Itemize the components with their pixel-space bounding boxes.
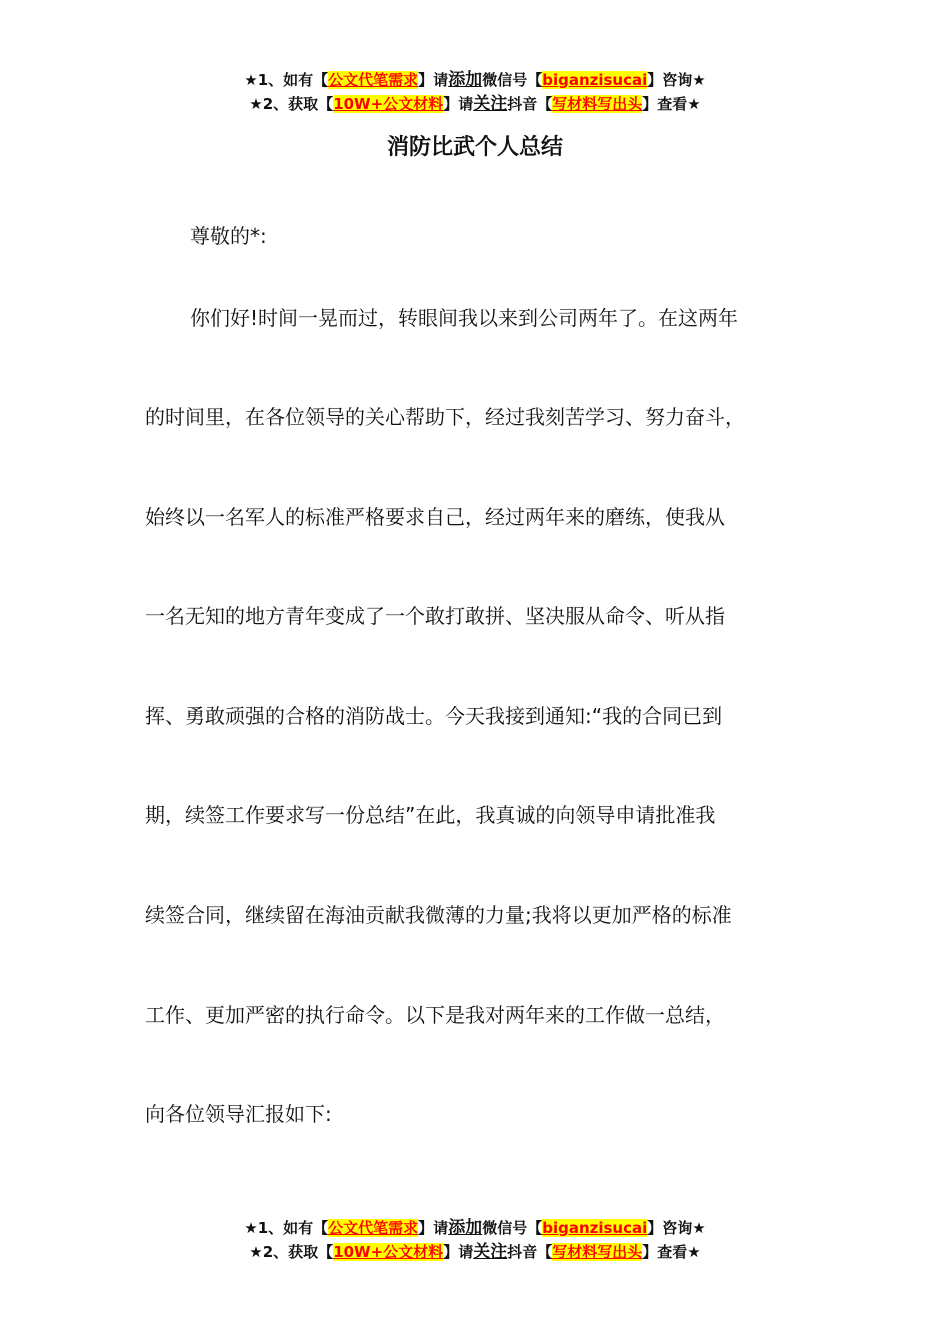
header-banner [0,68,950,116]
banner-line-1 [0,1216,950,1240]
banner-text: 】查看★ [642,95,701,113]
highlight-service: 公文代笔需求 [328,71,419,89]
banner-line-2 [0,1240,950,1264]
body-line: 工作、更加严密的执行命令。以下是我对两年来的工作做一总结， [145,1003,725,1027]
highlight-service: 公文代笔需求 [328,1219,419,1237]
highlight-wechat-id: biganzisucai [542,71,648,89]
banner-text: 】请 [418,71,449,89]
body-line: 期，续签工作要求写一份总结”在此，我真诚的向领导申请批准我 [145,803,716,827]
banner-text: ★1、如有【 [244,71,329,89]
emphasis-follow: 关注 [473,1242,508,1262]
footer-banner [0,1216,950,1264]
body-line: 一名无知的地方青年变成了一个敢打敢拼、坚决服从命令、听从指 [145,604,725,628]
banner-text: 】咨询★ [647,71,706,89]
salutation: 尊敬的*: [190,224,267,248]
emphasis-follow: 关注 [473,94,508,114]
banner-text: 】请 [443,1243,474,1261]
banner-text: 】咨询★ [647,1219,706,1237]
highlight-douyin-account: 写材料写出头 [552,1243,643,1261]
body-line: 向各位领导汇报如下: [145,1102,332,1126]
highlight-materials: 10W+公文材料 [333,95,444,113]
banner-line-2 [0,92,950,116]
banner-text: ★2、获取【 [249,95,334,113]
document-title: 消防比武个人总结 [386,135,563,160]
banner-text: 】查看★ [642,1243,701,1261]
banner-text: 】请 [443,95,474,113]
banner-line-1 [0,68,950,92]
emphasis-add: 添加 [448,1218,483,1238]
highlight-douyin-account: 写材料写出头 [552,95,643,113]
banner-text: ★2、获取【 [249,1243,334,1261]
banner-text: 抖音【 [507,95,553,113]
highlight-materials: 10W+公文材料 [333,1243,444,1261]
banner-text: 】请 [418,1219,449,1237]
banner-text: 微信号【 [482,71,543,89]
body-line: 续签合同，继续留在海油贡献我微薄的力量;我将以更加严格的标准 [145,903,732,927]
body-line: 的时间里，在各位领导的关心帮助下，经过我刻苦学习、努力奋斗， [145,405,745,429]
body-line: 挥、勇敢顽强的合格的消防战士。今天我接到通知:“我的合同已到 [145,704,723,728]
banner-text: 抖音【 [507,1243,553,1261]
banner-text: ★1、如有【 [244,1219,329,1237]
body-line: 始终以一名军人的标准严格要求自己，经过两年来的磨练，使我从 [145,505,725,529]
highlight-wechat-id: biganzisucai [542,1219,648,1237]
banner-text: 微信号【 [482,1219,543,1237]
body-line: 你们好!时间一晃而过，转眼间我以来到公司两年了。在这两年 [190,306,739,330]
emphasis-add: 添加 [448,70,483,90]
